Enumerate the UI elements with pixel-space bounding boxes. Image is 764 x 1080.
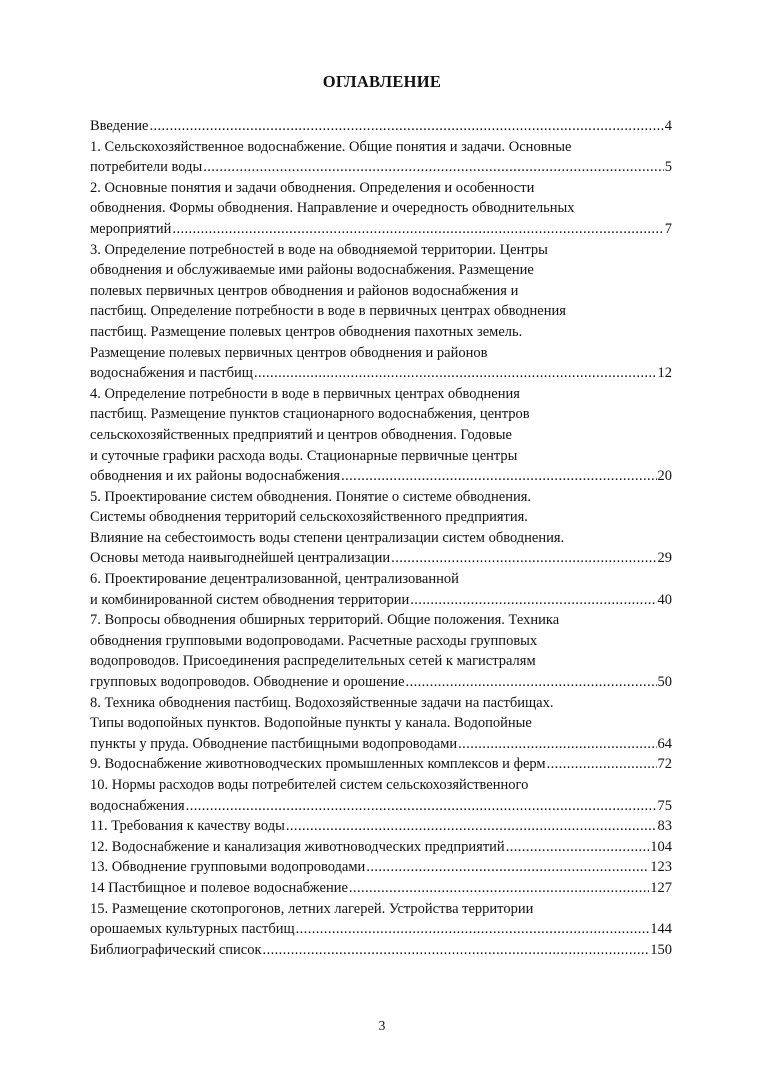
dot-leader (186, 796, 657, 817)
toc-entry-line: 2. Основные понятия и задачи обводнения. Определения и особенности (90, 179, 535, 196)
toc-entry-last-line (90, 672, 672, 693)
toc-entry-last-line (90, 754, 672, 775)
toc-entry-line: 4. Определение потребности в воде в первичных центрах обводнения (90, 385, 520, 402)
toc-entry-last-line (90, 116, 672, 137)
toc-entry-last-line (90, 919, 672, 940)
toc-entry (90, 240, 672, 384)
toc-entry-line: Введение (90, 118, 149, 134)
toc-entry-last-line (90, 940, 672, 961)
toc-entry-line: пастбищ. Определение потребности в воде в первичных центрах обводнения (90, 303, 566, 320)
toc-entry-line: обводнения и их районы водоснабжения (90, 468, 341, 485)
dot-leader (341, 466, 656, 487)
toc-page-number: 4 (664, 118, 672, 134)
page-number: 3 (378, 1018, 386, 1033)
toc-page-number: 5 (664, 159, 672, 176)
toc-entry-line: 6. Проектирование децентрализованной, централизованной (90, 571, 459, 588)
toc-entry-line: Размещение полевых первичных центров обводнения и районов (90, 344, 488, 361)
dot-leader (296, 919, 650, 940)
toc-entry (90, 384, 672, 487)
toc-page-number: 50 (657, 674, 672, 691)
dot-leader (263, 940, 650, 961)
toc-entry-line: обводнения и обслуживаемые ими районы водоснабжения. Размещение (90, 262, 534, 279)
toc-page-number: 144 (650, 921, 672, 938)
toc-entry-last-line (90, 466, 672, 487)
toc-entry-line: пастбищ. Размещение пунктов стационарного водоснабжения, центров (90, 406, 530, 423)
dot-leader (349, 878, 649, 899)
toc-entry (90, 816, 672, 837)
toc-entry (90, 775, 672, 816)
toc-title: ОГЛАВЛЕНИЕ (322, 72, 442, 91)
toc-entry-last-line (90, 796, 672, 817)
dot-leader (506, 837, 650, 858)
dot-leader (406, 672, 657, 693)
toc-entry-line: 7. Вопросы обводнения обширных территорий. Общие положения. Техника (90, 612, 560, 629)
toc-entry-line: 10. Нормы расходов воды потребителей систем сельскохозяйственного (90, 777, 529, 793)
toc-page-number: 20 (657, 468, 672, 485)
toc-entry (90, 610, 672, 692)
toc-entry-line: 5. Проектирование систем обводнения. Понятие о системе обводнения. (90, 488, 532, 505)
toc-entry-last-line (90, 548, 672, 569)
toc-entry-line: 11. Требования к качеству воды (90, 818, 285, 835)
toc-entry-line: Влияние на себестоимость воды степени централизации систем обводнения. (90, 529, 565, 546)
dot-leader (286, 816, 657, 837)
toc-entry (90, 899, 672, 940)
toc-page-number: 29 (657, 550, 672, 567)
toc-entry-last-line (90, 816, 672, 837)
toc-entry-line: Библиографический список (90, 941, 262, 958)
toc-page-number: 127 (650, 879, 672, 896)
toc-entry-last-line (90, 878, 672, 899)
toc-entry-line: 9. Водоснабжение животноводческих промышленных комплексов и ферм (90, 756, 546, 773)
toc-entry-line: 13. Обводнение групповыми водопроводами (90, 859, 366, 876)
toc-entry-line: сельскохозяйственных предприятий и центров обводнения. Годовые (90, 426, 512, 443)
toc-entry-line: Основы метода наивыгоднейшей централизации (90, 550, 391, 567)
toc-entry (90, 837, 672, 858)
toc-entry-line: пастбищ. Размещение полевых центров обводнения пахотных земель. (90, 323, 523, 340)
toc-entry-line: 1. Сельскохозяйственное водоснабжение. Общие понятия и задачи. Основные (90, 138, 572, 155)
dot-leader (366, 857, 649, 878)
toc-entry-line: обводнения групповыми водопроводами. Расчетные расходы групповых (90, 632, 538, 649)
toc-entry-line: полевых первичных центров обводнения и районов водоснабжения и (90, 282, 519, 299)
toc-page-number: 75 (657, 797, 672, 814)
toc-entry-last-line (90, 857, 672, 878)
table-of-contents (90, 116, 672, 960)
toc-entry (90, 857, 672, 878)
toc-entry-line: водоснабжения и пастбищ (90, 365, 253, 382)
toc-page-number: 72 (657, 756, 672, 773)
toc-page-number: 64 (657, 735, 672, 752)
dot-leader (547, 754, 657, 775)
dot-leader (410, 590, 656, 611)
dot-leader (254, 363, 657, 384)
toc-entry-line: 14 Пастбищное и полевое водоснабжение (90, 879, 348, 896)
toc-entry (90, 878, 672, 899)
toc-entry-line: 8. Техника обводнения пастбищ. Водохозяйственные задачи на пастбищах. (90, 694, 554, 711)
toc-entry-line: 3. Определение потребностей в воде на обводняемой территории. Центры (90, 241, 548, 258)
toc-entry-line: потребители воды (90, 159, 203, 176)
toc-entry-line: водоснабжения (90, 797, 185, 814)
dot-leader (203, 157, 664, 178)
toc-entry-line: групповых водопроводов. Обводнение и орошение (90, 674, 405, 691)
toc-entry (90, 693, 672, 755)
toc-entry (90, 754, 672, 775)
toc-entry (90, 137, 672, 178)
toc-entry (90, 178, 672, 240)
toc-entry-last-line (90, 734, 672, 755)
toc-page-number: 104 (650, 838, 672, 855)
toc-entry-line: обводнения. Формы обводнения. Направление и очередность обводнительных (90, 200, 575, 217)
toc-page-number: 83 (657, 818, 672, 835)
toc-entry-last-line (90, 590, 672, 611)
toc-entry-line: орошаемых культурных пастбищ (90, 921, 295, 938)
toc-entry-line: мероприятий (90, 220, 172, 237)
toc-page-number: 123 (650, 859, 672, 876)
toc-entry-line: 15. Размещение скотопрогонов, летних лагерей. Устройства территории (90, 900, 534, 917)
dot-leader (391, 548, 656, 569)
toc-entry-line: и суточные графики расхода воды. Стационарные первичные центры (90, 447, 518, 464)
toc-entry (90, 940, 672, 961)
toc-entry (90, 569, 672, 610)
toc-entry-line: Системы обводнения территорий сельскохозяйственного предприятия. (90, 509, 528, 526)
toc-entry-line: 12. Водоснабжение и канализация животноводческих предприятий (90, 838, 505, 855)
toc-entry-line: пункты у пруда. Обводнение пастбищными водопроводами (90, 735, 458, 752)
toc-page-number: 7 (664, 220, 672, 237)
toc-entry-line: и комбинированной систем обводнения территории (90, 591, 410, 608)
toc-page-number: 150 (650, 941, 672, 958)
toc-entry-line: Типы водопойных пунктов. Водопойные пункты у канала. Водопойные (90, 715, 532, 732)
toc-page-number: 12 (657, 365, 672, 382)
toc-entry-last-line (90, 837, 672, 858)
dot-leader (149, 116, 663, 137)
toc-page-number: 40 (657, 591, 672, 608)
toc-entry-line: водопроводов. Присоединения распределительных сетей к магистралям (90, 653, 536, 670)
toc-entry-last-line (90, 363, 672, 384)
toc-entry (90, 487, 672, 569)
dot-leader (172, 219, 663, 240)
toc-entry-last-line (90, 219, 672, 240)
toc-entry (90, 116, 672, 137)
toc-entry-last-line (90, 157, 672, 178)
dot-leader (458, 734, 656, 755)
